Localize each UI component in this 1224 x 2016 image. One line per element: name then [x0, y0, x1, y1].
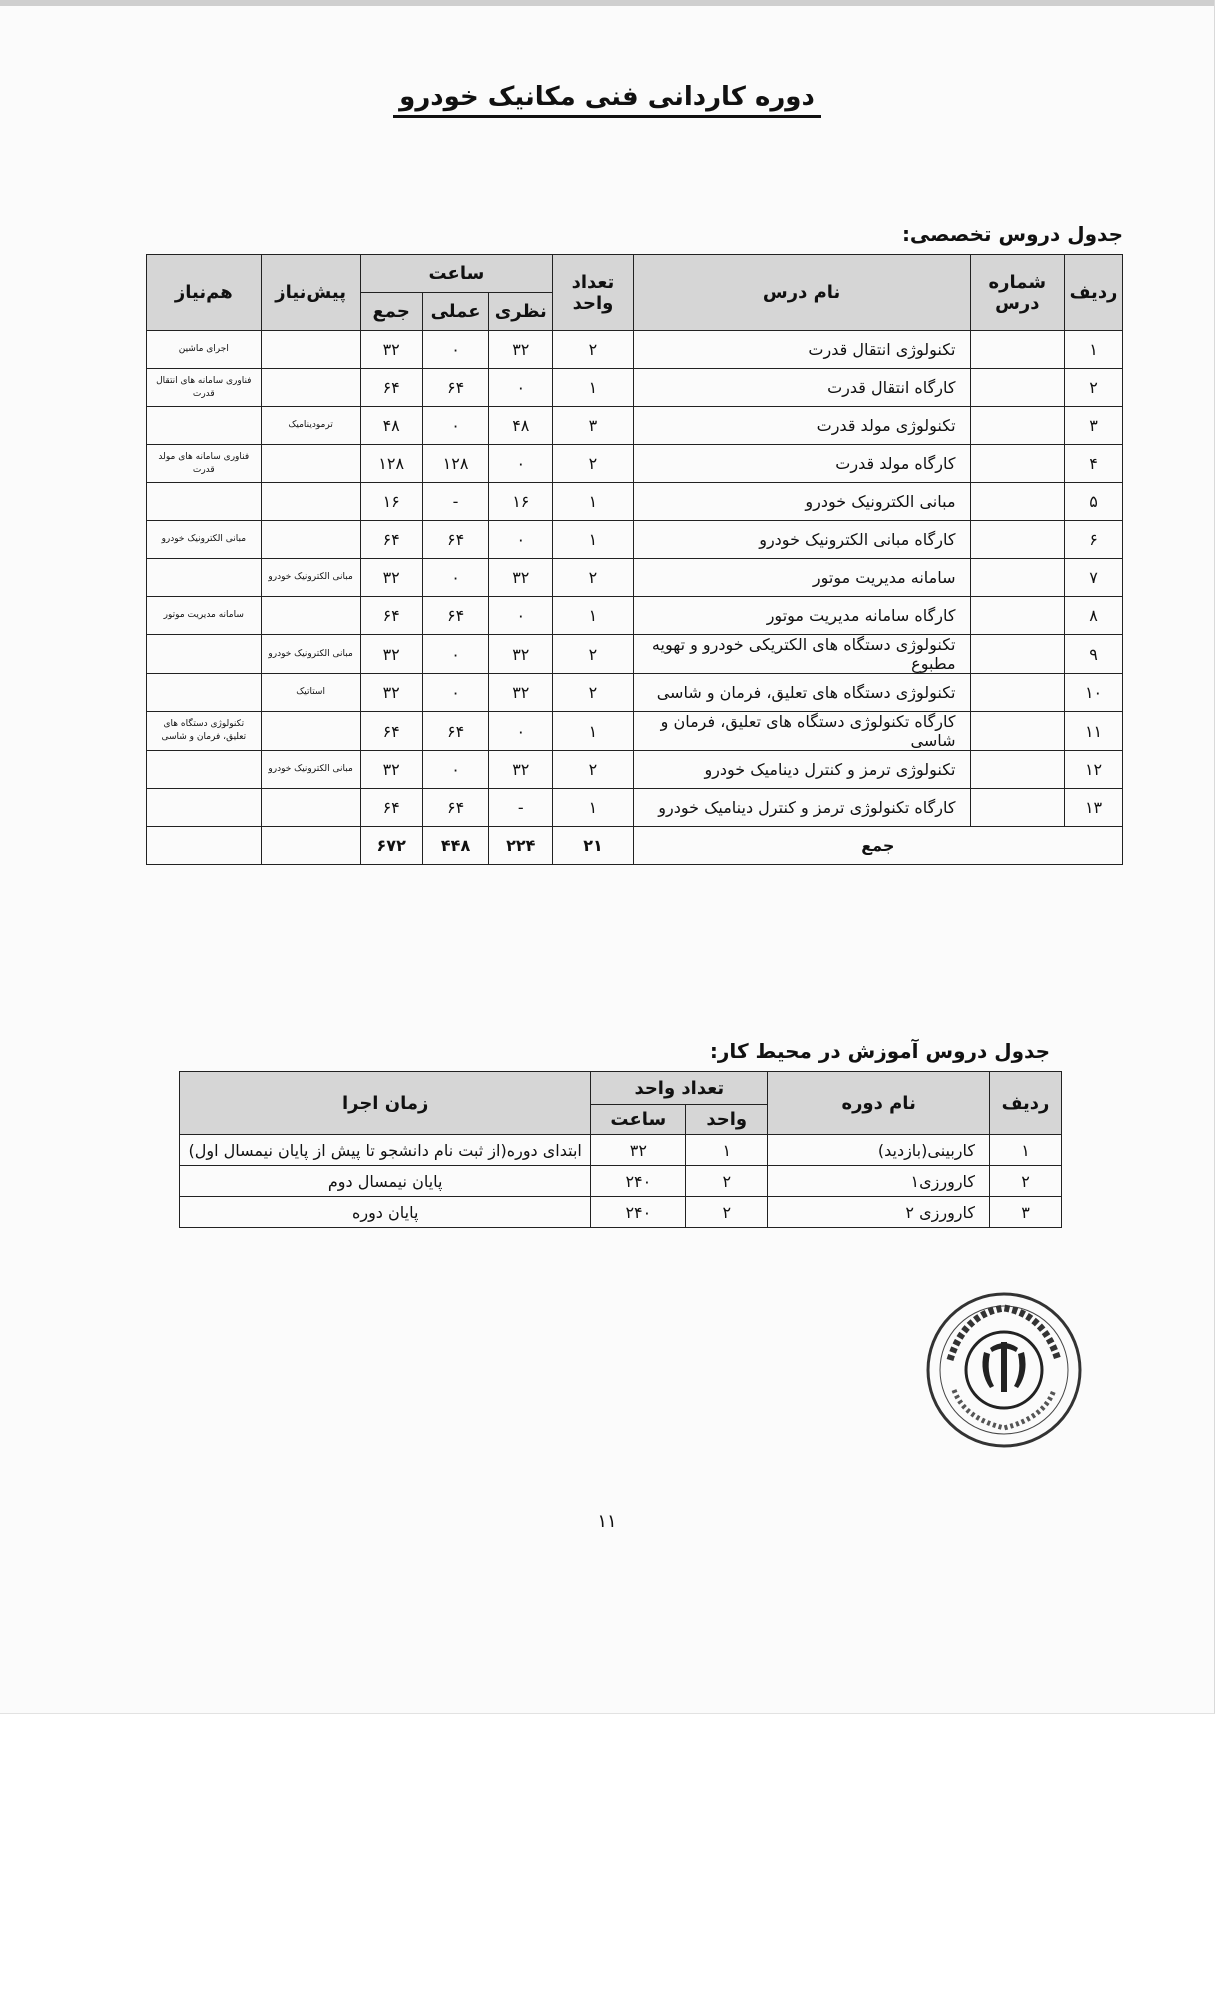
table-row [180, 1166, 1062, 1197]
row-number: ۹ [1065, 635, 1123, 674]
row-number: ۷ [1065, 559, 1123, 597]
header-practical: عملی [422, 293, 489, 331]
table1-caption: جدول دروس تخصصی: [901, 222, 1123, 246]
table-row [147, 597, 1123, 635]
total-hours: ۶۴ [360, 789, 422, 827]
page-title: دوره کاردانی فنی مکانیک خودرو [0, 82, 1214, 112]
units: ۲ [553, 445, 634, 483]
total-hours: ۳۲ [360, 559, 422, 597]
hour: ۳۲ [591, 1135, 686, 1166]
theory-hours: ۱۶ [489, 483, 553, 521]
row-number: ۲ [990, 1166, 1062, 1197]
total-hours: ۳۲ [360, 751, 422, 789]
hour: ۲۴۰ [591, 1197, 686, 1228]
practical-hours: ۰ [422, 331, 489, 369]
theory-hours: ۳۲ [489, 751, 553, 789]
theory-hours: ۰ [489, 445, 553, 483]
table-row [147, 674, 1123, 712]
course-name: تکنولوژی ترمز و کنترل دینامیک خودرو [633, 751, 970, 789]
practical-hours: ۰ [422, 751, 489, 789]
row-number: ۸ [1065, 597, 1123, 635]
theory-hours: ۳۲ [489, 559, 553, 597]
prerequisite [261, 712, 360, 751]
total-theory: ۲۲۴ [489, 827, 553, 865]
prerequisite [261, 369, 360, 407]
corequisite [147, 635, 262, 674]
corequisite: سامانه مدیریت موتور [147, 597, 262, 635]
total-coreq-empty [147, 827, 262, 865]
theory-hours: - [489, 789, 553, 827]
course-code [970, 559, 1065, 597]
course-code [970, 331, 1065, 369]
course-code [970, 789, 1065, 827]
course-name: مبانی الکترونیک خودرو [633, 483, 970, 521]
total-label: جمع [633, 827, 1122, 865]
course-name: تکنولوژی دستگاه های تعلیق، فرمان و شاسی [633, 674, 970, 712]
scan-edge [0, 0, 1214, 6]
row-number: ۱۱ [1065, 712, 1123, 751]
course-name: کارورزی ۲ [768, 1197, 990, 1228]
table-row [180, 1135, 1062, 1166]
prerequisite: مبانی الکترونیک خودرو [261, 751, 360, 789]
total-hours: ۶۴ [360, 597, 422, 635]
practical-hours: ۶۴ [422, 597, 489, 635]
corequisite [147, 789, 262, 827]
units: ۲ [553, 674, 634, 712]
header-theory: نظری [489, 293, 553, 331]
corequisite [147, 559, 262, 597]
execution-time: پایان نیمسال دوم [180, 1166, 591, 1197]
course-name: کارگاه تکنولوژی ترمز و کنترل دینامیک خودرو [633, 789, 970, 827]
prerequisite: استاتیک [261, 674, 360, 712]
emblem-icon [982, 1342, 1025, 1392]
practical-hours: ۶۴ [422, 789, 489, 827]
total-hours: ۳۲ [360, 331, 422, 369]
execution-time: ابتدای دوره(از ثبت نام دانشجو تا پیش از پایان نیمسال اول) [180, 1135, 591, 1166]
header-units: تعداد واحد [553, 255, 634, 331]
row-number: ۱۲ [1065, 751, 1123, 789]
header-corequisite: هم‌نیاز [147, 255, 262, 331]
units: ۱ [553, 789, 634, 827]
units: ۱ [553, 712, 634, 751]
row-number: ۱۳ [1065, 789, 1123, 827]
course-code [970, 597, 1065, 635]
practical-hours: ۱۲۸ [422, 445, 489, 483]
table-row [147, 445, 1123, 483]
t2-header-hour: ساعت [591, 1105, 686, 1135]
page-number: ۱۱ [597, 1511, 617, 1532]
table-row [147, 559, 1123, 597]
row-number: ۴ [1065, 445, 1123, 483]
total-practical: ۴۴۸ [422, 827, 489, 865]
header-course-code: شماره درس [970, 255, 1065, 331]
specialized-courses-table [146, 254, 1123, 865]
course-code [970, 712, 1065, 751]
header-course-name: نام درس [633, 255, 970, 331]
course-code [970, 407, 1065, 445]
course-name: کارگاه مولد قدرت [633, 445, 970, 483]
ministry-seal [924, 1290, 1084, 1450]
units: ۱ [553, 369, 634, 407]
course-code [970, 521, 1065, 559]
row-number: ۲ [1065, 369, 1123, 407]
prerequisite [261, 521, 360, 559]
total-hours: ۶۴ [360, 521, 422, 559]
total-hours: ۶۴ [360, 712, 422, 751]
table-row [147, 521, 1123, 559]
course-code [970, 369, 1065, 407]
header-row-no: ردیف [1065, 255, 1123, 331]
theory-hours: ۴۸ [489, 407, 553, 445]
header-total: جمع [360, 293, 422, 331]
row-number: ۱ [990, 1135, 1062, 1166]
unit: ۱ [686, 1135, 768, 1166]
practical-hours: ۰ [422, 674, 489, 712]
course-name: کارگاه مبانی الکترونیک خودرو [633, 521, 970, 559]
course-name: تکنولوژی مولد قدرت [633, 407, 970, 445]
total-units: ۲۱ [553, 827, 634, 865]
row-number: ۱۰ [1065, 674, 1123, 712]
practical-hours: - [422, 483, 489, 521]
practical-hours: ۰ [422, 559, 489, 597]
prerequisite: مبانی الکترونیک خودرو [261, 559, 360, 597]
theory-hours: ۳۲ [489, 331, 553, 369]
course-code [970, 445, 1065, 483]
execution-time: پایان دوره [180, 1197, 591, 1228]
total-hours: ۳۲ [360, 635, 422, 674]
t2-header-row-no: ردیف [990, 1072, 1062, 1135]
table-row [180, 1197, 1062, 1228]
row-number: ۱ [1065, 331, 1123, 369]
table2-caption: جدول دروس آموزش در محیط کار: [709, 1039, 1050, 1063]
units: ۱ [553, 597, 634, 635]
units: ۲ [553, 331, 634, 369]
t2-header-course-name: نام دوره [768, 1072, 990, 1135]
workplace-training-table [179, 1071, 1062, 1228]
total-hours: ۶۷۲ [360, 827, 422, 865]
unit: ۲ [686, 1197, 768, 1228]
total-hours: ۱۶ [360, 483, 422, 521]
corequisite: مبانی الکترونیک خودرو [147, 521, 262, 559]
corequisite: تکنولوژی دستگاه های تعلیق، فرمان و شاسی [147, 712, 262, 751]
table-row [147, 635, 1123, 674]
practical-hours: ۰ [422, 635, 489, 674]
corequisite [147, 674, 262, 712]
row-number: ۵ [1065, 483, 1123, 521]
course-name: تکنولوژی دستگاه های الکتریکی خودرو و تهویه مطبوع [633, 635, 970, 674]
t2-header-time: زمان اجرا [180, 1072, 591, 1135]
header-prerequisite: پیش‌نیاز [261, 255, 360, 331]
course-name: سامانه مدیریت موتور [633, 559, 970, 597]
theory-hours: ۰ [489, 369, 553, 407]
total-hours: ۱۲۸ [360, 445, 422, 483]
row-number: ۳ [1065, 407, 1123, 445]
table-row [147, 751, 1123, 789]
prerequisite [261, 789, 360, 827]
units: ۳ [553, 407, 634, 445]
corequisite: اجرای ماشین [147, 331, 262, 369]
units: ۱ [553, 483, 634, 521]
practical-hours: ۶۴ [422, 521, 489, 559]
course-code [970, 674, 1065, 712]
prerequisite: ترمودینامیک [261, 407, 360, 445]
table-row [147, 483, 1123, 521]
units: ۲ [553, 559, 634, 597]
course-name: کارگاه انتقال قدرت [633, 369, 970, 407]
table-row [147, 407, 1123, 445]
row-number: ۶ [1065, 521, 1123, 559]
hour: ۲۴۰ [591, 1166, 686, 1197]
table-row [147, 712, 1123, 751]
prerequisite [261, 597, 360, 635]
total-prereq-empty [261, 827, 360, 865]
corequisite [147, 751, 262, 789]
course-code [970, 751, 1065, 789]
t2-header-units-group: تعداد واحد [591, 1072, 768, 1105]
t2-header-unit: واحد [686, 1105, 768, 1135]
total-hours: ۳۲ [360, 674, 422, 712]
units: ۲ [553, 751, 634, 789]
theory-hours: ۰ [489, 712, 553, 751]
units: ۲ [553, 635, 634, 674]
practical-hours: ۰ [422, 407, 489, 445]
header-hours: ساعت [360, 255, 553, 293]
theory-hours: ۳۲ [489, 635, 553, 674]
theory-hours: ۰ [489, 521, 553, 559]
units: ۱ [553, 521, 634, 559]
course-name: تکنولوژی انتقال قدرت [633, 331, 970, 369]
total-hours: ۶۴ [360, 369, 422, 407]
table-row [147, 331, 1123, 369]
course-name: کارگاه تکنولوژی دستگاه های تعلیق، فرمان و شاسی [633, 712, 970, 751]
practical-hours: ۶۴ [422, 712, 489, 751]
theory-hours: ۳۲ [489, 674, 553, 712]
course-code [970, 635, 1065, 674]
course-code [970, 483, 1065, 521]
corequisite: فناوری سامانه های مولد قدرت [147, 445, 262, 483]
theory-hours: ۰ [489, 597, 553, 635]
corequisite [147, 407, 262, 445]
course-name: کاربینی(بازدید) [768, 1135, 990, 1166]
course-name: کارگاه سامانه مدیریت موتور [633, 597, 970, 635]
table-row [147, 369, 1123, 407]
row-number: ۳ [990, 1197, 1062, 1228]
course-name: کارورزی۱ [768, 1166, 990, 1197]
practical-hours: ۶۴ [422, 369, 489, 407]
prerequisite [261, 445, 360, 483]
unit: ۲ [686, 1166, 768, 1197]
corequisite: فناوری سامانه های انتقال قدرت [147, 369, 262, 407]
prerequisite [261, 483, 360, 521]
prerequisite: مبانی الکترونیک خودرو [261, 635, 360, 674]
prerequisite [261, 331, 360, 369]
corequisite [147, 483, 262, 521]
table-row [147, 789, 1123, 827]
total-hours: ۴۸ [360, 407, 422, 445]
